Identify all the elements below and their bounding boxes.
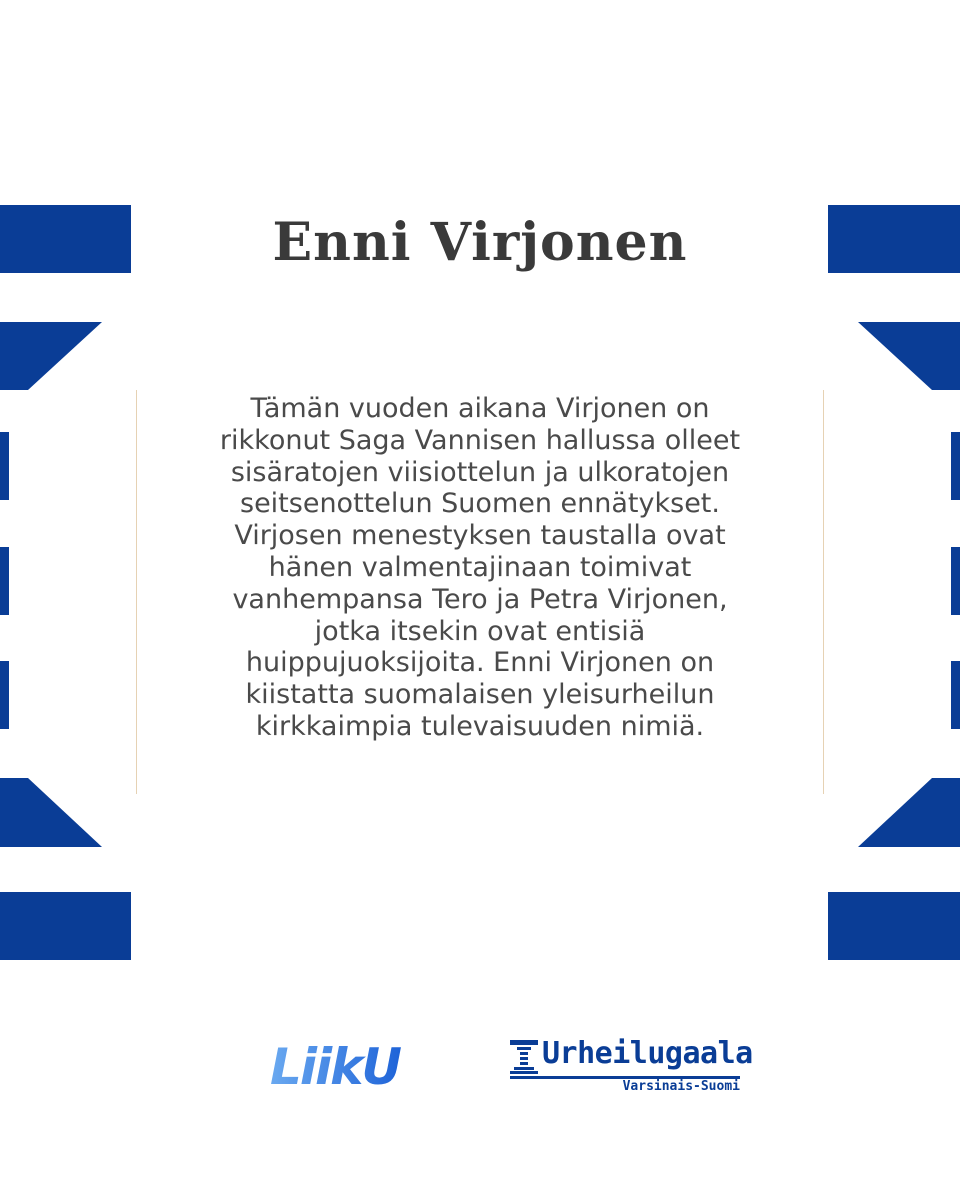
- right-tick-2: [951, 547, 960, 615]
- body-line: kiistatta suomalaisen yleisurheilun: [245, 679, 715, 711]
- left-tick-1: [0, 432, 9, 500]
- left-divider-line: [136, 390, 137, 794]
- body-line: Virjosen menestyksen taustalla ovat: [234, 520, 726, 552]
- liiku-logo: [268, 1034, 408, 1094]
- right-tick-1: [951, 432, 960, 500]
- body-line: kirkkaimpia tulevaisuuden nimiä.: [255, 710, 705, 742]
- body-line: jotka itsekin ovat entisiä: [314, 615, 646, 647]
- right-triangle-lower: [858, 778, 960, 847]
- right-tick-3: [951, 661, 960, 729]
- left-stripe-bottom: [0, 892, 131, 960]
- liiku-logo-text: LiikU: [270, 1038, 400, 1094]
- page-title: Enni Virjonen: [272, 212, 688, 273]
- body-paragraph: [170, 393, 790, 743]
- body-line: vanhempansa Tero ja Petra Virjonen,: [232, 583, 728, 615]
- urheilugaala-region: Varsinais-Suomi: [622, 1079, 740, 1094]
- body-line: seitsenottelun Suomen ennätykset.: [240, 488, 720, 520]
- right-stripe-bottom: [828, 892, 960, 960]
- urheilugaala-logo: [510, 1036, 753, 1100]
- right-triangle-upper: [858, 322, 960, 390]
- left-triangle-lower: [0, 778, 102, 847]
- body-line: huippujuoksijoita. Enni Virjonen on: [245, 647, 715, 679]
- body-line: hänen valmentajinaan toimivat: [268, 551, 692, 583]
- urheilugaala-name: Urheilugaala: [542, 1036, 753, 1071]
- body-line: sisäratojen viisiottelun ja ulkoratojen: [230, 456, 730, 488]
- left-tick-3: [0, 661, 9, 729]
- body-line: rikkonut Saga Vannisen hallussa olleet: [219, 424, 741, 456]
- left-tick-2: [0, 547, 9, 615]
- column-icon: [510, 1040, 538, 1074]
- left-triangle-upper: [0, 322, 102, 390]
- right-divider-line: [823, 390, 824, 794]
- body-line: Tämän vuoden aikana Virjonen on: [250, 393, 710, 424]
